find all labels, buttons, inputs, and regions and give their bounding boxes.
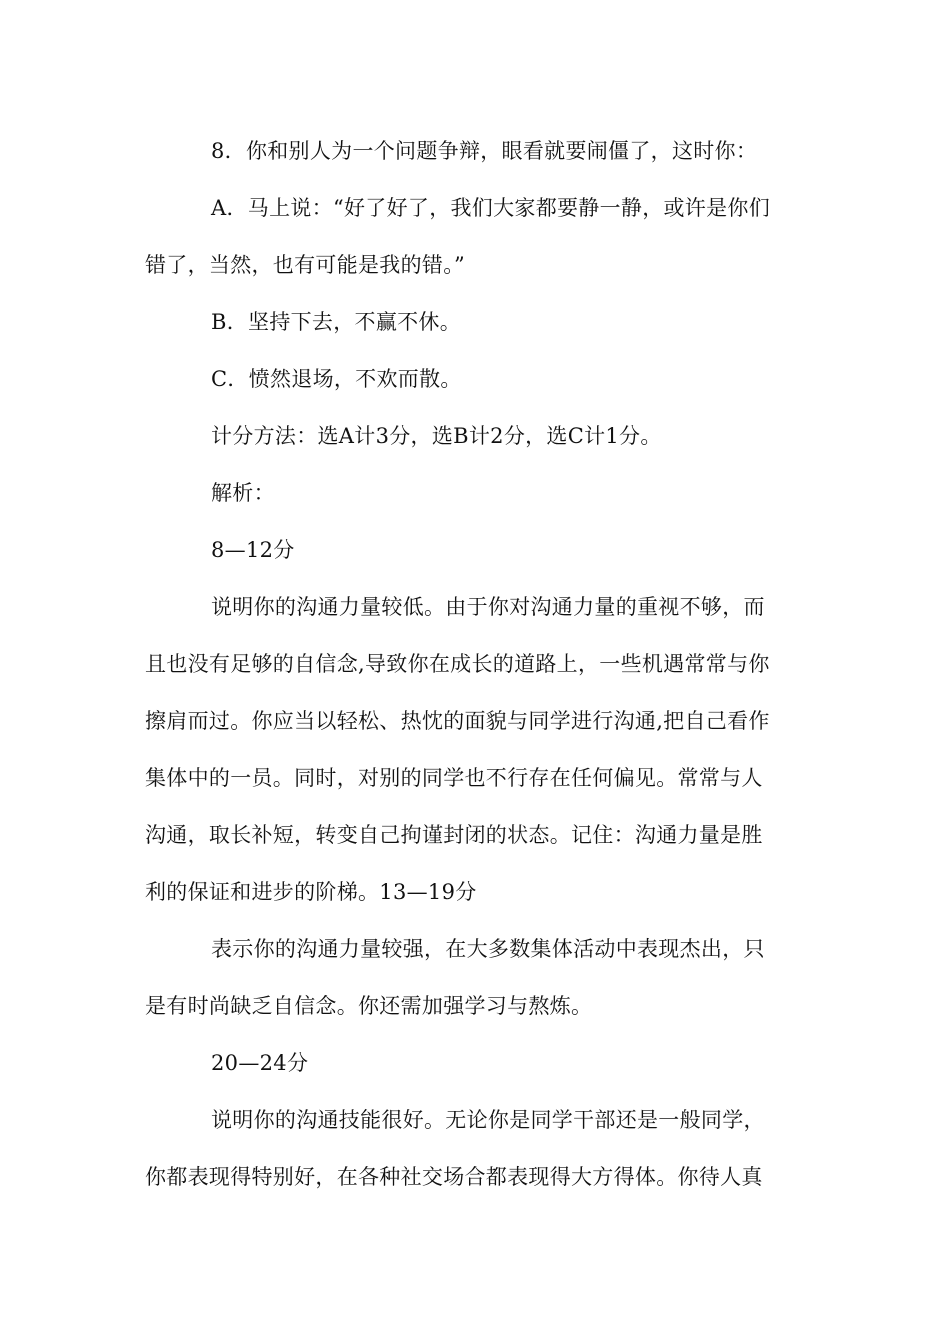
paragraph-2-line-2: 是有时尚缺乏自信念。你还需加强学习与熬炼。 [145,994,593,1018]
paragraph-1-line-1: 说明你的沟通力量较低。由于你对沟通力量的重视不够，而 [211,595,765,619]
option-a-line-1: A．马上说：“好了好了，我们大家都要静一静，或许是你们 [211,196,770,220]
paragraph-1-line-6: 利的保证和进步的阶梯。13—19分 [145,880,477,904]
paragraph-2-line-1: 表示你的沟通力量较强，在大多数集体活动中表现杰出，只 [211,937,765,961]
score-range-1: 8—12分 [211,538,295,562]
scoring-method: 计分方法：选A计3分，选B计2分，选C计1分。 [211,424,662,448]
score-range-3: 20—24分 [211,1051,309,1075]
option-b: B．坚持下去，不赢不休。 [211,310,462,334]
paragraph-1-line-2: 且也没有足够的自信念,导致你在成长的道路上，一些机遇常常与你 [145,652,770,676]
paragraph-1-line-4: 集体中的一员。同时，对别的同学也不行存在任何偏见。常常与人 [145,766,763,790]
analysis-label: 解析： [211,481,275,505]
paragraph-3-line-2: 你都表现得特别好，在各种社交场合都表现得大方得体。你待人真 [145,1165,763,1189]
paragraph-1-line-5: 沟通，取长补短，转变自己拘谨封闭的状态。记住：沟通力量是胜 [145,823,763,847]
question-text: 8．你和别人为一个问题争辩，眼看就要闹僵了，这时你： [211,139,758,163]
option-a-line-2: 错了，当然，也有可能是我的错。” [145,253,466,277]
option-c: C．愤然退场，不欢而散。 [211,367,462,391]
paragraph-3-line-1: 说明你的沟通技能很好。无论你是同学干部还是一般同学， [211,1108,765,1132]
paragraph-1-line-3: 擦肩而过。你应当以轻松、热忱的面貌与同学进行沟通,把自己看作 [145,709,770,733]
